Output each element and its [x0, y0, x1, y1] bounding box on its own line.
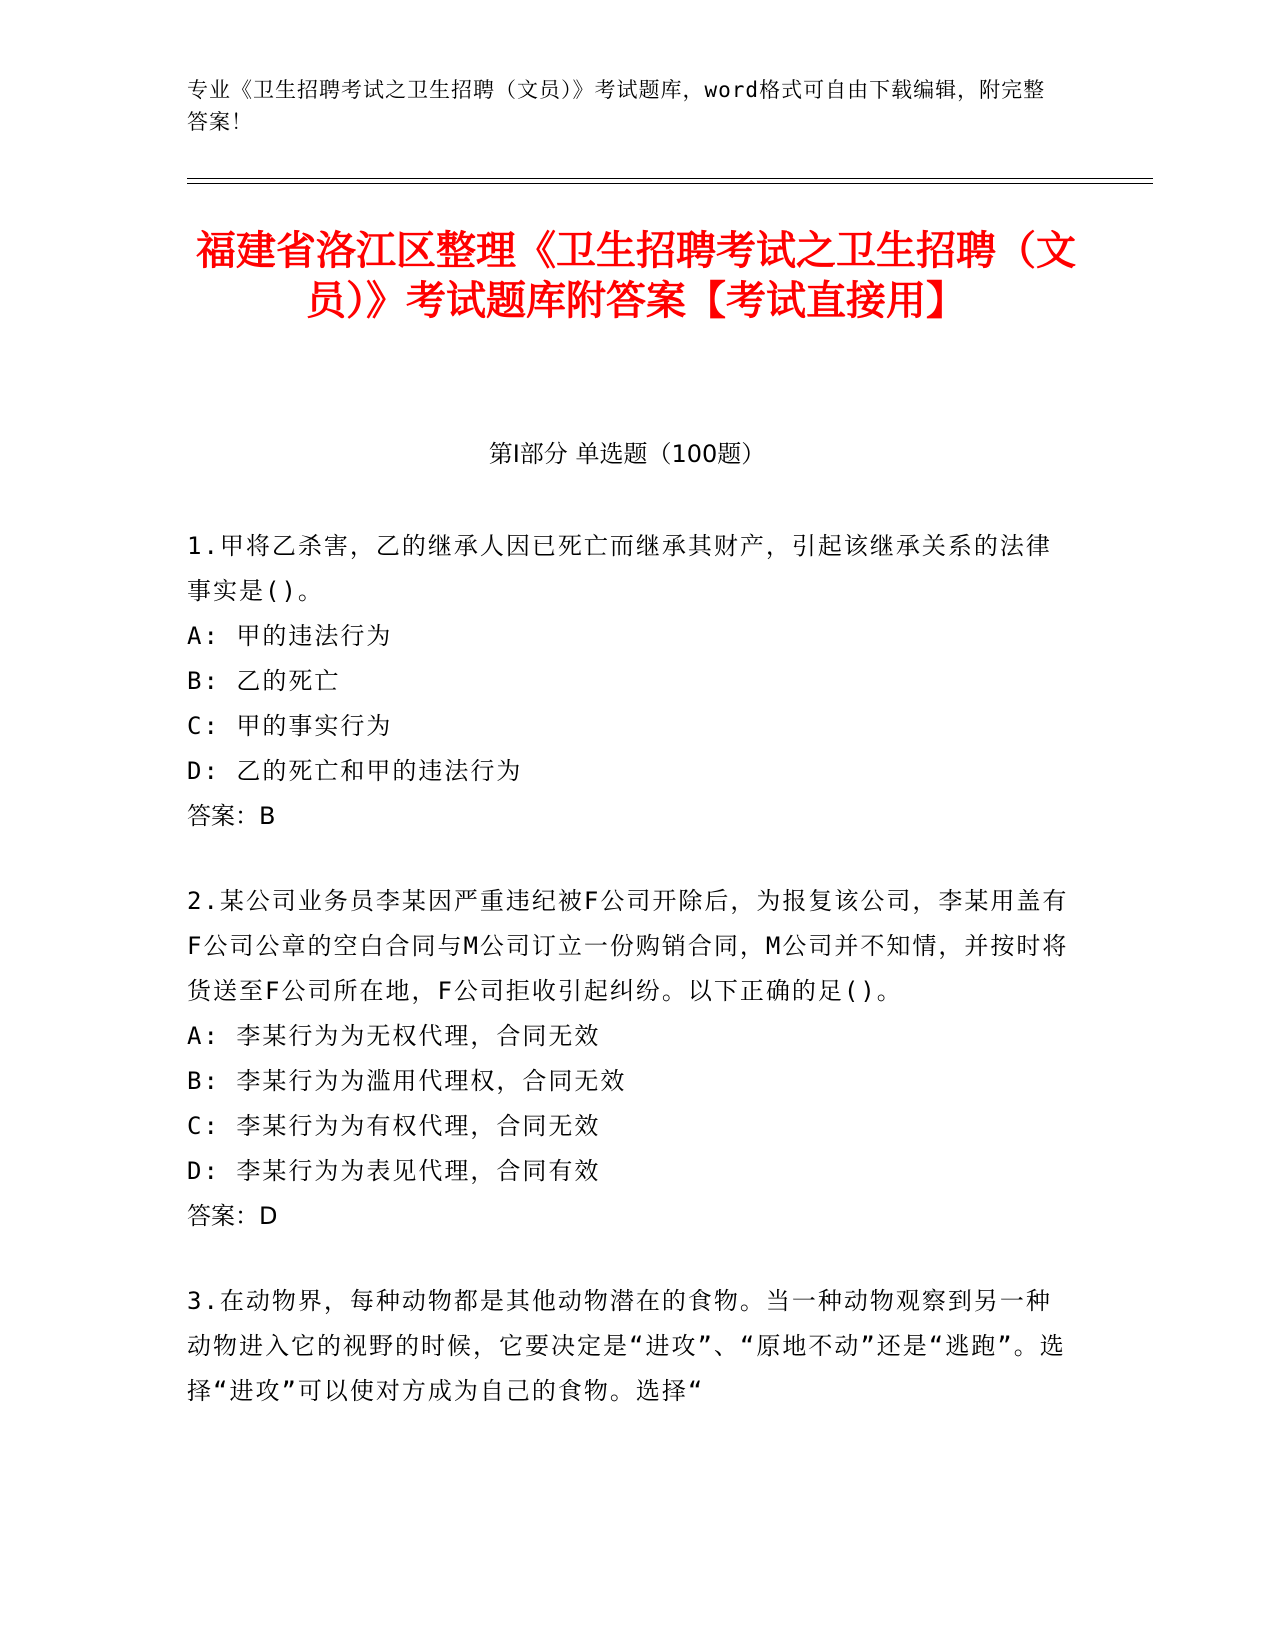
option-b: B: 李某行为为滥用代理权，合同无效: [187, 1067, 627, 1095]
header-rule-bottom: [187, 183, 1153, 184]
header-rule-top: [187, 178, 1153, 179]
section-title: 第Ⅰ部分 单选题（100题）: [488, 440, 766, 468]
option-a: A: 李某行为为无权代理，合同无效: [187, 1022, 601, 1050]
question-stem: 1.甲将乙杀害，乙的继承人因已死亡而继承其财产，引起该继承关系的法律事实是()。: [187, 532, 1052, 605]
header-note: 专业《卫生招聘考试之卫生招聘（文员）》考试题库，word格式可自由下载编辑，附完整答案！: [187, 78, 1046, 134]
option-d: D: 李某行为为表见代理，合同有效: [187, 1157, 601, 1185]
question-list: [187, 524, 1077, 1454]
question-2: [187, 879, 1077, 1239]
option-d: D: 乙的死亡和甲的违法行为: [187, 757, 523, 785]
option-c: C: 李某行为为有权代理，合同无效: [187, 1112, 601, 1140]
document-title: 福建省洛江区整理《卫生招聘考试之卫生招聘（文员）》考试题库附答案【考试直接用】: [196, 228, 1076, 324]
answer: 答案：B: [187, 802, 276, 830]
answer: 答案：D: [187, 1202, 278, 1230]
question-stem: 3.在动物界，每种动物都是其他动物潜在的食物。当一种动物观察到另一种动物进入它的视野的时候，它要决定是“进攻”、“原地不动”还是“逃跑”。选择“进攻”可以使对方成为自己的食物。选择“: [187, 1287, 1066, 1405]
question-3: [187, 1279, 1077, 1414]
question-stem: 2.某公司业务员李某因严重违纪被F公司开除后，为报复该公司，李某用盖有F公司公章的空白合同与M公司订立一份购销合同，M公司并不知情，并按时将货送至F公司所在地，F公司拒收引起纠纷。以下正确的足()。: [187, 887, 1069, 1005]
question-1: [187, 524, 1077, 839]
option-c: C: 甲的事实行为: [187, 712, 393, 740]
option-a: A: 甲的违法行为: [187, 622, 393, 650]
option-b: B: 乙的死亡: [187, 667, 341, 695]
